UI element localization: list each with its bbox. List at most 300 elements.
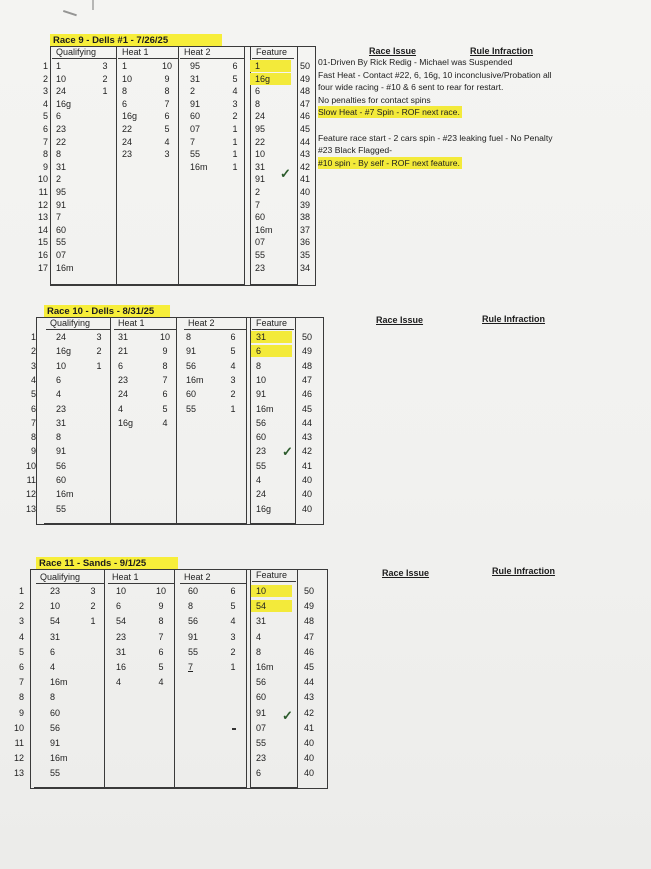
row-number: 12 bbox=[13, 753, 24, 764]
race-issue-note: Fast Heat - Contact #22, 6, 16g, 10 inconclusive/Probation all bbox=[318, 69, 552, 80]
feature-car: 60 bbox=[256, 692, 267, 703]
feature-car: 16m bbox=[256, 662, 274, 672]
pen-mark bbox=[92, 0, 94, 10]
pen-mark bbox=[61, 10, 77, 22]
qualifying-car: 16m bbox=[50, 753, 68, 764]
qualifying-car: 6 bbox=[50, 646, 56, 657]
heat2-header: Heat 2 bbox=[180, 572, 246, 584]
qualifying-car: 8 bbox=[50, 692, 56, 703]
heat2-car: 55 bbox=[188, 646, 199, 657]
heat2-points: 1 bbox=[232, 161, 238, 172]
feature-car: 2 bbox=[255, 187, 261, 197]
heat1-points: 5 bbox=[158, 662, 164, 672]
feature-points: 47 bbox=[299, 98, 310, 109]
qualifying-car: 7 bbox=[56, 212, 62, 223]
check-mark-icon: ✓ bbox=[280, 166, 291, 181]
feature-points: 49 bbox=[299, 73, 310, 84]
qualifying-car: 54 bbox=[50, 616, 61, 627]
feature-points: 45 bbox=[303, 662, 314, 672]
qualifying-car: 56 bbox=[56, 460, 67, 471]
feature-car: 8 bbox=[256, 360, 262, 371]
heat2-car: 60 bbox=[188, 586, 199, 596]
heat1-points: 8 bbox=[158, 616, 164, 627]
qualifying-car: 1 bbox=[56, 61, 62, 71]
heat2-points: 3 bbox=[230, 631, 236, 642]
heat2-car: 7 bbox=[190, 136, 196, 147]
heat2-points: 1 bbox=[230, 662, 236, 672]
qualifying-car: 31 bbox=[56, 161, 67, 172]
feature-car: 8 bbox=[255, 98, 261, 109]
qualifying-car: 16m bbox=[56, 489, 74, 500]
row-number: 1 bbox=[30, 332, 36, 342]
row-number: 8 bbox=[18, 692, 24, 703]
feature-header: Feature bbox=[252, 570, 296, 582]
qualifying-points: 1 bbox=[102, 86, 108, 97]
heat2-car: 56 bbox=[188, 616, 199, 627]
qualifying-car: 8 bbox=[56, 149, 62, 160]
race-issue-note: Feature race start - 2 cars spin - #23 leaking fuel - No Penalty bbox=[318, 132, 553, 143]
heat1-car: 6 bbox=[116, 601, 122, 612]
heat1-car: 31 bbox=[118, 332, 129, 342]
heat2-points: 4 bbox=[230, 616, 236, 627]
rule-infraction-header: Rule Infraction bbox=[482, 314, 546, 324]
heat1-points: 10 bbox=[155, 586, 166, 596]
heat1-car: 22 bbox=[122, 124, 133, 134]
row-number: 3 bbox=[18, 616, 24, 627]
race-title: Race 11 - Sands - 9/1/25 bbox=[36, 557, 178, 570]
heat2-car: 2 bbox=[190, 86, 196, 97]
feature-car: 95 bbox=[255, 124, 266, 134]
qualifying-car: 24 bbox=[56, 332, 67, 342]
heat2-car: 60 bbox=[186, 389, 197, 400]
race-title: Race 10 - Dells - 8/31/25 bbox=[44, 305, 170, 318]
feature-points: 43 bbox=[303, 692, 314, 703]
heat2-car: 31 bbox=[190, 73, 201, 84]
heat1-points: 5 bbox=[162, 403, 168, 414]
rule-infraction-header: Rule Infraction bbox=[470, 46, 534, 56]
feature-points: 40 bbox=[303, 768, 314, 779]
feature-car: 22 bbox=[255, 136, 266, 147]
heat2-car: 55 bbox=[190, 149, 201, 160]
heat1-points: 9 bbox=[164, 73, 170, 84]
feature-car: 16m bbox=[255, 224, 273, 235]
qualifying-car: 55 bbox=[56, 503, 67, 514]
feature-car: 16g bbox=[256, 503, 272, 514]
heat1-points: 7 bbox=[164, 98, 170, 109]
feature-car: 8 bbox=[256, 646, 262, 657]
feature-points: 50 bbox=[303, 586, 314, 596]
race-issue-note: No penalties for contact spins bbox=[318, 94, 431, 105]
qualifying-car: 91 bbox=[56, 446, 67, 457]
qualifying-car: 8 bbox=[56, 432, 62, 443]
rule-infraction-header: Rule Infraction bbox=[492, 566, 556, 576]
pen-mark bbox=[232, 728, 236, 730]
row-number: 15 bbox=[37, 237, 48, 248]
heat1-car: 21 bbox=[118, 346, 129, 357]
feature-points: 46 bbox=[303, 646, 314, 657]
heat1-car: 23 bbox=[118, 374, 129, 385]
feature-points: 47 bbox=[303, 631, 314, 642]
heat1-points: 4 bbox=[158, 677, 164, 688]
heat1-points: 10 bbox=[161, 61, 172, 71]
row-number: 8 bbox=[42, 149, 48, 160]
feature-car: 60 bbox=[256, 432, 267, 443]
qualifying-car: 22 bbox=[56, 136, 67, 147]
check-mark-icon: ✓ bbox=[282, 444, 293, 459]
heat2-points: 2 bbox=[230, 389, 236, 400]
feature-car: 23 bbox=[256, 753, 267, 764]
race-issue-note: four wide racing - #10 & 6 sent to rear for restart. bbox=[318, 82, 504, 93]
feature-points: 37 bbox=[299, 224, 310, 235]
race-issue-header: Race Issue bbox=[376, 315, 424, 325]
heat1-car: 6 bbox=[122, 98, 128, 109]
heat2-car: 60 bbox=[190, 111, 201, 122]
row-number: 17 bbox=[37, 262, 48, 273]
heat2-points: 1 bbox=[232, 136, 238, 147]
feature-points: 35 bbox=[299, 250, 310, 260]
qualifying-points: 3 bbox=[102, 61, 108, 71]
row-number: 2 bbox=[30, 346, 36, 357]
heat1-header: Heat 1 bbox=[114, 318, 176, 330]
feature-car: 56 bbox=[256, 677, 267, 688]
feature-car: 4 bbox=[256, 475, 262, 485]
qualifying-header: Qualifying bbox=[36, 572, 104, 584]
feature-car: 16g bbox=[250, 73, 291, 85]
row-number: 13 bbox=[25, 503, 36, 514]
heat2-car: 91 bbox=[190, 98, 201, 109]
heat1-points: 8 bbox=[164, 86, 170, 97]
feature-car: 6 bbox=[255, 86, 261, 97]
feature-points: 40 bbox=[299, 187, 310, 197]
heat1-points: 6 bbox=[164, 111, 170, 122]
row-number: 4 bbox=[30, 374, 36, 385]
feature-points: 40 bbox=[303, 753, 314, 764]
qualifying-car: 4 bbox=[50, 662, 56, 672]
heat1-car: 24 bbox=[118, 389, 129, 400]
row-number: 9 bbox=[30, 446, 36, 457]
heat1-car: 24 bbox=[122, 136, 133, 147]
feature-points: 45 bbox=[301, 403, 312, 414]
row-number: 14 bbox=[37, 224, 48, 235]
feature-car: 54 bbox=[251, 600, 292, 612]
heat2-points: 6 bbox=[230, 332, 236, 342]
qualifying-car: 16m bbox=[50, 677, 68, 688]
heat1-points: 4 bbox=[164, 136, 170, 147]
feature-header: Feature bbox=[252, 318, 294, 330]
heat2-points: 6 bbox=[230, 586, 236, 596]
heat1-car: 8 bbox=[122, 86, 128, 97]
row-number: 4 bbox=[42, 98, 48, 109]
qualifying-car: 31 bbox=[56, 417, 67, 428]
feature-car: 60 bbox=[255, 212, 266, 223]
feature-points: 38 bbox=[299, 212, 310, 223]
feature-car: 91 bbox=[255, 174, 266, 185]
row-number: 11 bbox=[14, 738, 24, 748]
feature-car: 31 bbox=[251, 331, 292, 343]
row-number: 11 bbox=[38, 187, 48, 197]
heat1-car: 23 bbox=[116, 631, 127, 642]
heat2-car: 91 bbox=[188, 631, 199, 642]
heat1-car: 16g bbox=[122, 111, 138, 122]
feature-points: 44 bbox=[299, 136, 310, 147]
row-number: 6 bbox=[42, 124, 48, 134]
row-number: 5 bbox=[30, 389, 36, 400]
heat1-points: 10 bbox=[159, 332, 170, 342]
qualifying-car: 10 bbox=[56, 73, 67, 84]
heat1-car: 10 bbox=[122, 73, 133, 84]
heat2-car: 16m bbox=[186, 374, 204, 385]
feature-car: 7 bbox=[255, 199, 261, 210]
qualifying-car: 95 bbox=[56, 187, 67, 197]
heat1-car: 23 bbox=[122, 149, 133, 160]
heat2-points: 1 bbox=[230, 403, 236, 414]
row-number: 13 bbox=[13, 768, 24, 779]
heat1-points: 7 bbox=[158, 631, 164, 642]
qualifying-car: 91 bbox=[56, 199, 67, 210]
heat2-car: 55 bbox=[186, 403, 197, 414]
row-number: 1 bbox=[42, 61, 48, 71]
check-mark-icon: ✓ bbox=[282, 708, 293, 723]
feature-car: 07 bbox=[256, 722, 267, 733]
feature-points: 47 bbox=[301, 374, 312, 385]
feature-car: 23 bbox=[255, 262, 266, 273]
row-number: 7 bbox=[42, 136, 48, 147]
heat2-points: 4 bbox=[232, 86, 238, 97]
race-issue-header: Race Issue bbox=[382, 568, 430, 578]
feature-points: 48 bbox=[303, 616, 314, 627]
feature-points: 44 bbox=[301, 417, 312, 428]
row-number: 3 bbox=[42, 86, 48, 97]
qualifying-car: 4 bbox=[56, 389, 62, 400]
row-number: 12 bbox=[37, 199, 48, 210]
heat2-header: Heat 2 bbox=[180, 47, 244, 59]
qualifying-header: Qualifying bbox=[46, 318, 110, 330]
row-number: 4 bbox=[18, 631, 24, 642]
heat1-points: 6 bbox=[158, 646, 164, 657]
heat1-car: 1 bbox=[122, 61, 128, 71]
qualifying-car: 07 bbox=[56, 250, 67, 260]
feature-points: 40 bbox=[301, 475, 312, 485]
heat1-points: 4 bbox=[162, 417, 168, 428]
heat1-car: 31 bbox=[116, 646, 127, 657]
heat1-points: 9 bbox=[158, 601, 164, 612]
heat1-points: 9 bbox=[162, 346, 168, 357]
qualifying-car: 6 bbox=[56, 374, 62, 385]
feature-points: 43 bbox=[301, 432, 312, 443]
heat1-car: 4 bbox=[118, 403, 124, 414]
feature-points: 40 bbox=[301, 489, 312, 500]
feature-points: 34 bbox=[299, 262, 310, 273]
row-number: 9 bbox=[42, 161, 48, 172]
heat1-car: 54 bbox=[116, 616, 127, 627]
feature-car: 31 bbox=[256, 616, 267, 627]
heat1-points: 5 bbox=[164, 124, 170, 134]
feature-points: 48 bbox=[299, 86, 310, 97]
feature-points: 49 bbox=[301, 346, 312, 357]
qualifying-points: 2 bbox=[90, 601, 96, 612]
heat2-points: 3 bbox=[232, 98, 238, 109]
feature-car: 16m bbox=[256, 403, 274, 414]
feature-car: 24 bbox=[256, 489, 267, 500]
feature-points: 41 bbox=[301, 460, 312, 471]
row-number: 11 bbox=[26, 475, 36, 485]
feature-car: 55 bbox=[256, 460, 267, 471]
qualifying-car: 10 bbox=[50, 601, 61, 612]
feature-car: 10 bbox=[255, 149, 266, 160]
row-number: 6 bbox=[18, 662, 24, 672]
heat2-car: 95 bbox=[190, 61, 201, 71]
row-number: 3 bbox=[30, 360, 36, 371]
qualifying-car: 23 bbox=[50, 586, 61, 596]
feature-car: 10 bbox=[251, 585, 292, 597]
qualifying-car: 56 bbox=[50, 722, 61, 733]
heat2-points: 5 bbox=[230, 601, 236, 612]
heat2-points: 2 bbox=[230, 646, 236, 657]
heat1-car: 10 bbox=[116, 586, 127, 596]
feature-car: 6 bbox=[251, 345, 292, 357]
heat1-car: 16 bbox=[116, 662, 127, 672]
heat2-car: 16m bbox=[190, 161, 208, 172]
row-number: 12 bbox=[25, 489, 36, 500]
qualifying-car: 24 bbox=[56, 86, 67, 97]
qualifying-car: 31 bbox=[50, 631, 61, 642]
feature-points: 41 bbox=[303, 722, 314, 733]
feature-points: 36 bbox=[299, 237, 310, 248]
feature-points: 50 bbox=[301, 332, 312, 342]
feature-points: 49 bbox=[303, 601, 314, 612]
feature-car: 1 bbox=[250, 60, 291, 72]
qualifying-points: 2 bbox=[96, 346, 102, 357]
heat1-points: 6 bbox=[162, 389, 168, 400]
heat2-points: 1 bbox=[232, 124, 238, 134]
feature-car: 07 bbox=[255, 237, 266, 248]
row-number: 13 bbox=[37, 212, 48, 223]
row-number: 1 bbox=[18, 586, 24, 596]
qualifying-car: 60 bbox=[56, 224, 67, 235]
heat2-car: 7 bbox=[188, 662, 194, 672]
row-number: 16 bbox=[37, 250, 48, 260]
feature-points: 42 bbox=[301, 446, 312, 457]
feature-car: 10 bbox=[256, 374, 267, 385]
qualifying-car: 55 bbox=[50, 768, 61, 779]
heat1-points: 8 bbox=[162, 360, 168, 371]
qualifying-car: 55 bbox=[56, 237, 67, 248]
qualifying-points: 2 bbox=[102, 73, 108, 84]
row-number: 10 bbox=[13, 722, 24, 733]
row-number: 2 bbox=[42, 73, 48, 84]
qualifying-points: 3 bbox=[90, 586, 96, 596]
feature-points: 48 bbox=[301, 360, 312, 371]
row-number: 10 bbox=[37, 174, 48, 185]
heat1-points: 3 bbox=[164, 149, 170, 160]
heat1-car: 4 bbox=[116, 677, 122, 688]
heat1-header: Heat 1 bbox=[118, 47, 178, 59]
qualifying-car: 60 bbox=[56, 475, 67, 485]
qualifying-points: 3 bbox=[96, 332, 102, 342]
qualifying-points: 1 bbox=[90, 616, 96, 627]
feature-car: 23 bbox=[256, 446, 267, 457]
qualifying-car: 16m bbox=[56, 262, 74, 273]
heat2-car: 91 bbox=[186, 346, 197, 357]
heat1-car: 16g bbox=[118, 417, 134, 428]
feature-points: 42 bbox=[299, 161, 310, 172]
qualifying-car: 91 bbox=[50, 738, 61, 748]
heat2-points: 5 bbox=[230, 346, 236, 357]
heat1-car: 6 bbox=[118, 360, 124, 371]
race-issue-note: #23 Black Flagged- bbox=[318, 145, 393, 156]
heat2-car: 8 bbox=[188, 601, 194, 612]
heat2-car: 8 bbox=[186, 332, 192, 342]
row-number: 7 bbox=[30, 417, 36, 428]
feature-car: 91 bbox=[256, 707, 267, 718]
qualifying-car: 16g bbox=[56, 346, 72, 357]
qualifying-car: 6 bbox=[56, 111, 62, 122]
row-number: 5 bbox=[42, 111, 48, 122]
feature-points: 43 bbox=[299, 149, 310, 160]
feature-car: 55 bbox=[256, 738, 267, 748]
feature-points: 46 bbox=[299, 111, 310, 122]
race-issue-note: #10 spin - By self - ROF next feature. bbox=[318, 157, 460, 168]
heat2-points: 5 bbox=[232, 73, 238, 84]
row-number: 6 bbox=[30, 403, 36, 414]
heat2-points: 1 bbox=[232, 149, 238, 160]
qualifying-header: Qualifying bbox=[52, 47, 116, 59]
row-number: 9 bbox=[18, 707, 24, 718]
feature-car: 55 bbox=[255, 250, 266, 260]
feature-car: 56 bbox=[256, 417, 267, 428]
heat2-header: Heat 2 bbox=[184, 318, 246, 330]
feature-car: 31 bbox=[255, 161, 266, 172]
race-title: Race 9 - Dells #1 - 7/26/25 bbox=[50, 34, 222, 47]
race-issue-header: Race Issue bbox=[369, 46, 417, 56]
heat1-header: Heat 1 bbox=[108, 572, 174, 584]
row-number: 5 bbox=[18, 646, 24, 657]
feature-points: 40 bbox=[303, 738, 314, 748]
qualifying-car: 2 bbox=[56, 174, 62, 185]
row-number: 8 bbox=[30, 432, 36, 443]
race-issue-note: 01-Driven By Rick Redig - Michael was Suspended bbox=[318, 57, 513, 67]
feature-car: 4 bbox=[256, 631, 262, 642]
qualifying-car: 16g bbox=[56, 98, 72, 109]
row-number: 2 bbox=[18, 601, 24, 612]
feature-points: 44 bbox=[303, 677, 314, 688]
heat2-points: 2 bbox=[232, 111, 238, 122]
heat1-points: 7 bbox=[162, 374, 168, 385]
feature-points: 46 bbox=[301, 389, 312, 400]
feature-points: 40 bbox=[301, 503, 312, 514]
feature-car: 6 bbox=[256, 768, 262, 779]
qualifying-points: 1 bbox=[96, 360, 102, 371]
feature-points: 50 bbox=[299, 61, 310, 71]
feature-header: Feature bbox=[252, 47, 294, 59]
qualifying-car: 60 bbox=[50, 707, 61, 718]
row-number: 7 bbox=[18, 677, 24, 688]
qualifying-car: 23 bbox=[56, 403, 67, 414]
heat2-points: 3 bbox=[230, 374, 236, 385]
row-number: 10 bbox=[25, 460, 36, 471]
feature-points: 41 bbox=[299, 174, 310, 185]
heat2-car: 07 bbox=[190, 124, 201, 134]
qualifying-car: 10 bbox=[56, 360, 67, 371]
race-issue-note: Slow Heat - #7 Spin - ROF next race. bbox=[318, 107, 460, 118]
feature-points: 45 bbox=[299, 124, 310, 134]
feature-points: 39 bbox=[299, 199, 310, 210]
feature-car: 91 bbox=[256, 389, 267, 400]
feature-car: 24 bbox=[255, 111, 266, 122]
heat2-car: 56 bbox=[186, 360, 197, 371]
qualifying-car: 23 bbox=[56, 124, 67, 134]
feature-points: 42 bbox=[303, 707, 314, 718]
